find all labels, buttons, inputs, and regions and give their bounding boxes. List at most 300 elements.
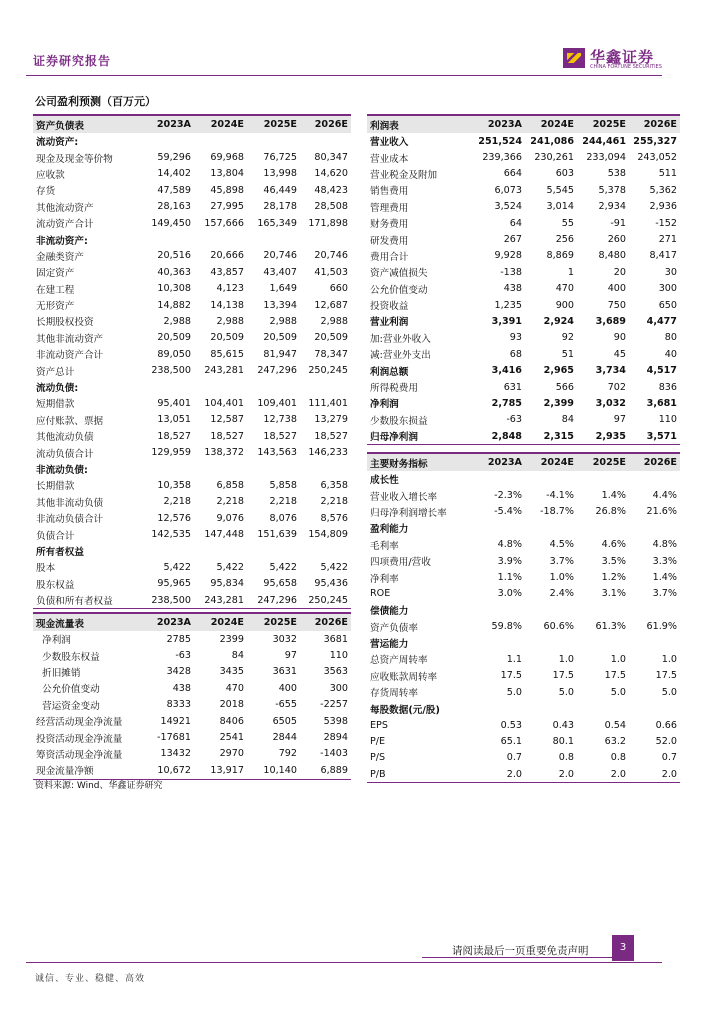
row-label: 在建工程: [36, 284, 75, 296]
value-cell: [525, 602, 577, 618]
table-row: [33, 647, 351, 663]
value-cell: 233,094: [586, 152, 626, 164]
value-cell: 147,448: [204, 529, 244, 541]
row-label: 非流动资产:: [36, 235, 88, 247]
value-cell: 5,422: [269, 561, 297, 573]
value-cell: 8,480: [598, 250, 626, 262]
year-header: 2025E: [577, 115, 629, 133]
row-label: 资产负债率: [370, 622, 418, 634]
value-cell: 61.9%: [646, 621, 677, 633]
value-cell: 104,401: [204, 397, 244, 409]
value-cell: [525, 520, 577, 536]
value-cell: 2970: [219, 748, 244, 760]
value-cell: 3.9%: [497, 555, 522, 567]
value-cell: 92: [561, 332, 574, 344]
table-header-row: [367, 453, 680, 471]
value-cell: 6,889: [300, 762, 351, 779]
value-cell: 17.5: [500, 670, 522, 682]
row-label: 流动资产合计: [36, 219, 94, 231]
year-header: 2026E: [629, 453, 680, 471]
value-cell: [629, 471, 680, 487]
row-label: 所得税费用: [370, 383, 418, 395]
row-label: 所有者权益: [36, 546, 84, 558]
value-cell: 3032: [272, 633, 297, 645]
value-cell: 2,936: [649, 201, 677, 213]
value-cell: [577, 602, 629, 618]
value-cell: -5.4%: [494, 506, 522, 518]
table-row: [367, 215, 680, 231]
value-cell: 244,461: [582, 135, 626, 147]
row-label: 少数股东权益: [36, 651, 100, 663]
row-label: 非流动资产合计: [36, 350, 104, 362]
table-row: [33, 680, 351, 696]
value-cell: 68: [509, 348, 522, 360]
table-title: 利润表: [367, 115, 473, 133]
value-cell: [629, 635, 680, 651]
value-cell: 28,163: [157, 201, 191, 213]
table-row: [33, 510, 351, 526]
value-cell: 438: [503, 283, 522, 295]
row-label: 存货周转率: [370, 688, 418, 700]
table-row: [33, 494, 351, 510]
value-cell: 2785: [166, 633, 191, 645]
row-label: 资产总计: [36, 366, 75, 378]
year-header: 2024E: [525, 115, 577, 133]
value-cell: 3,681: [646, 397, 677, 409]
value-cell: 4.4%: [652, 490, 677, 502]
value-cell: 0.53: [500, 719, 522, 731]
value-cell: [300, 231, 351, 247]
table-row: [367, 619, 680, 635]
year-header: 2026E: [629, 115, 680, 133]
value-cell: 5.0: [661, 686, 677, 698]
value-cell: 10,308: [157, 283, 191, 295]
value-cell: -655: [275, 699, 297, 711]
value-cell: [525, 700, 577, 716]
value-cell: [473, 471, 525, 487]
table-row: [367, 635, 680, 651]
year-header: 2023A: [473, 115, 525, 133]
value-cell: [141, 461, 194, 477]
table-row: [33, 664, 351, 680]
table-row: [33, 248, 351, 264]
table-row: [367, 412, 680, 428]
value-cell: 13,804: [210, 168, 244, 180]
value-cell: 5.0: [558, 686, 574, 698]
value-cell: 3.5%: [601, 555, 626, 567]
table-row: [33, 762, 351, 779]
value-cell: 4.5%: [549, 539, 574, 551]
value-cell: [300, 543, 351, 559]
value-cell: [141, 231, 194, 247]
value-cell: 20,509: [157, 332, 191, 344]
value-cell: 13,394: [263, 299, 297, 311]
value-cell: 21.6%: [646, 506, 677, 518]
value-cell: 149,450: [151, 217, 191, 229]
value-cell: 97: [613, 414, 626, 426]
row-label: 投资收益: [370, 301, 409, 313]
row-label: 利润总额: [370, 366, 409, 378]
value-cell: 157,666: [204, 217, 244, 229]
value-cell: 900: [555, 299, 574, 311]
table-row: [367, 149, 680, 165]
year-header: 2026E: [300, 613, 351, 631]
value-cell: 2.0: [525, 766, 577, 783]
table-row: [367, 553, 680, 569]
table-row: [33, 412, 351, 428]
row-label: 其他流动资产: [36, 202, 94, 214]
value-cell: 48,423: [314, 184, 348, 196]
value-cell: 46,449: [263, 184, 297, 196]
value-cell: 138,372: [204, 447, 244, 459]
row-label: 现金流量净额: [33, 762, 141, 779]
table-row: [367, 182, 680, 198]
value-cell: 2,218: [216, 496, 244, 508]
table-row: [367, 750, 680, 766]
year-header: 2025E: [247, 613, 300, 631]
value-cell: 3,734: [595, 365, 626, 377]
value-cell: 93: [509, 332, 522, 344]
value-cell: 8406: [219, 715, 244, 727]
section-title: 公司盈利预测（百万元）: [35, 95, 156, 108]
row-label: 应收款: [36, 169, 65, 181]
value-cell: 300: [658, 283, 677, 295]
logo-mark-icon: [563, 48, 585, 68]
value-cell: 142,535: [151, 529, 191, 541]
value-cell: 5,422: [320, 561, 348, 573]
value-cell: 238,500: [141, 592, 194, 609]
row-label: 管理费用: [370, 202, 409, 214]
row-label: 销售费用: [370, 186, 409, 198]
row-label: 流动资产:: [36, 137, 79, 149]
value-cell: [194, 133, 247, 149]
table-row: [367, 602, 680, 618]
table-row: [367, 395, 680, 411]
value-cell: 12,576: [157, 512, 191, 524]
value-cell: 400: [607, 283, 626, 295]
footer-divider: [26, 962, 662, 963]
value-cell: 13,051: [157, 414, 191, 426]
value-cell: 1.0%: [549, 572, 574, 584]
value-cell: 243,052: [637, 152, 677, 164]
value-cell: -63: [175, 650, 191, 662]
value-cell: 76,725: [263, 152, 297, 164]
value-cell: 18,527: [263, 430, 297, 442]
value-cell: 256: [555, 234, 574, 246]
table-row: [367, 668, 680, 684]
value-cell: 63.2: [604, 735, 626, 747]
value-cell: 14,882: [157, 299, 191, 311]
row-label: 营业成本: [370, 153, 409, 165]
value-cell: 1,649: [269, 283, 297, 295]
value-cell: 13,917: [194, 762, 247, 779]
table-row: [33, 149, 351, 165]
row-label: 毛利率: [370, 540, 399, 552]
value-cell: 55: [561, 217, 574, 229]
value-cell: 110: [658, 414, 677, 426]
value-cell: [247, 133, 300, 149]
company-logo: [563, 46, 661, 72]
row-label: 其他非流动资产: [36, 333, 104, 345]
value-cell: 243,281: [204, 365, 244, 377]
value-cell: 1.0: [661, 653, 677, 665]
table-row: [367, 520, 680, 536]
value-cell: 59.8%: [491, 621, 522, 633]
row-label: 长期股权投资: [36, 317, 94, 329]
header-divider: [26, 75, 662, 76]
row-label: 归母净利润: [367, 428, 473, 445]
table-title: 主要财务指标: [367, 453, 473, 471]
value-cell: 2,935: [577, 428, 629, 445]
value-cell: 8,417: [649, 250, 677, 262]
table-row: [367, 733, 680, 749]
value-cell: 2.4%: [549, 588, 574, 600]
balance-sheet-table: [33, 114, 351, 609]
value-cell: 45: [613, 348, 626, 360]
row-label: 资产减值损失: [370, 268, 428, 280]
row-label: P/S: [370, 752, 386, 764]
value-cell: 60.6%: [543, 621, 574, 633]
row-label: 股本: [36, 563, 56, 575]
value-cell: [247, 461, 300, 477]
logo-text-en: CHINA FORTUNE SECURITIES: [590, 64, 662, 70]
value-cell: 2,399: [543, 397, 574, 409]
table-row: [367, 297, 680, 313]
row-label: 短期借款: [36, 399, 75, 411]
value-cell: 151,639: [257, 529, 297, 541]
year-header: 2024E: [194, 613, 247, 631]
table-row: [33, 313, 351, 329]
row-label: 经营活动现金净流量: [36, 717, 123, 729]
value-cell: 28,508: [314, 201, 348, 213]
row-label: 公允价值变动: [370, 284, 428, 296]
value-cell: 97: [284, 650, 297, 662]
table-row: [33, 592, 351, 609]
value-cell: 2,988: [269, 315, 297, 327]
row-label: 净利润: [370, 399, 399, 411]
table-row: [33, 543, 351, 559]
value-cell: 4.8%: [497, 539, 522, 551]
value-cell: 3.7%: [652, 588, 677, 600]
value-cell: [577, 471, 629, 487]
value-cell: 836: [658, 381, 677, 393]
value-cell: 10,140: [247, 762, 300, 779]
row-label: 应收账款周转率: [370, 671, 438, 683]
value-cell: 2844: [272, 732, 297, 744]
row-label: P/E: [370, 735, 386, 747]
value-cell: 4.6%: [601, 539, 626, 551]
value-cell: 250,245: [300, 592, 351, 609]
value-cell: 26.8%: [595, 506, 626, 518]
value-cell: [577, 700, 629, 716]
value-cell: 1.1%: [497, 572, 522, 584]
table-row: [33, 428, 351, 444]
table-row: [33, 576, 351, 592]
row-label: 每股数据(元/股): [370, 704, 440, 716]
table-row: [367, 346, 680, 362]
value-cell: [300, 133, 351, 149]
value-cell: 566: [555, 381, 574, 393]
value-cell: 5398: [323, 715, 348, 727]
table-row: [367, 586, 680, 602]
row-label: 研发费用: [370, 235, 409, 247]
value-cell: [300, 379, 351, 395]
value-cell: 3,032: [595, 397, 626, 409]
value-cell: [194, 543, 247, 559]
table-row: [33, 559, 351, 575]
value-cell: 2,785: [491, 397, 522, 409]
value-cell: 18,527: [157, 430, 191, 442]
table-row: [367, 471, 680, 487]
row-label: 折旧摊销: [36, 667, 81, 679]
disclaimer-link[interactable]: 请阅读最后一页重要免责声明: [452, 945, 589, 957]
value-cell: 3,391: [491, 315, 522, 327]
value-cell: 1.0: [610, 653, 626, 665]
table-row: [367, 766, 680, 783]
value-cell: 792: [278, 748, 297, 760]
value-cell: 12,687: [314, 299, 348, 311]
value-cell: 17.5: [655, 670, 677, 682]
cash-flow-table: [33, 612, 351, 780]
table-row: [33, 729, 351, 745]
value-cell: 0.7: [661, 752, 677, 764]
value-cell: [141, 133, 194, 149]
row-label: 少数股东损益: [370, 415, 428, 427]
value-cell: 267: [503, 234, 522, 246]
table-row: [367, 684, 680, 700]
year-header: 2023A: [141, 613, 194, 631]
value-cell: 10,672: [141, 762, 194, 779]
row-label: 总资产周转率: [370, 655, 428, 667]
value-cell: 0.66: [655, 719, 677, 731]
value-cell: 702: [607, 381, 626, 393]
value-cell: 10,358: [157, 479, 191, 491]
value-cell: 1.2%: [601, 572, 626, 584]
value-cell: 95,658: [263, 578, 297, 590]
value-cell: 20,746: [314, 250, 348, 262]
value-cell: 8,576: [320, 512, 348, 524]
table-row: [367, 700, 680, 716]
value-cell: 111,401: [308, 397, 348, 409]
value-cell: 1: [567, 266, 574, 278]
value-cell: 5,858: [269, 479, 297, 491]
row-label: 减:营业外支出: [370, 350, 431, 362]
value-cell: 52.0: [655, 735, 677, 747]
value-cell: 85,615: [210, 348, 244, 360]
value-cell: 154,809: [308, 529, 348, 541]
value-cell: 243,281: [194, 592, 247, 609]
row-label: 财务费用: [370, 219, 409, 231]
table-title: 现金流量表: [33, 613, 141, 631]
value-cell: 8,076: [269, 512, 297, 524]
row-label: 流动负债:: [36, 383, 79, 395]
value-cell: 20: [613, 266, 626, 278]
value-cell: 59,296: [157, 152, 191, 164]
value-cell: 1.4%: [601, 490, 626, 502]
value-cell: 165,349: [257, 217, 297, 229]
table-row: [33, 379, 351, 395]
value-cell: 538: [607, 168, 626, 180]
row-label: 净利润: [36, 635, 71, 647]
value-cell: 9,928: [494, 250, 522, 262]
value-cell: 95,965: [157, 578, 191, 590]
table-row: [33, 281, 351, 297]
value-cell: 95,436: [314, 578, 348, 590]
row-label: 负债合计: [36, 530, 75, 542]
value-cell: 109,401: [257, 397, 297, 409]
table-row: [33, 166, 351, 182]
row-label: P/B: [367, 766, 473, 783]
table-row: [33, 631, 351, 647]
value-cell: 14,402: [157, 168, 191, 180]
year-header: 2024E: [194, 115, 247, 133]
value-cell: 2,848: [473, 428, 525, 445]
value-cell: -17681: [157, 732, 191, 744]
value-cell: 1.4%: [652, 572, 677, 584]
value-cell: 250,245: [308, 365, 348, 377]
row-label: 流动负债合计: [36, 448, 94, 460]
row-label: 股东权益: [36, 579, 75, 591]
value-cell: 438: [172, 682, 191, 694]
value-cell: 3435: [219, 666, 244, 678]
value-cell: 2018: [219, 699, 244, 711]
value-cell: 5.0: [506, 686, 522, 698]
value-cell: 18,527: [210, 430, 244, 442]
value-cell: 20,516: [157, 250, 191, 262]
value-cell: 43,857: [210, 266, 244, 278]
row-label: 非流动负债:: [36, 465, 88, 476]
row-label: 盈利能力: [370, 524, 409, 536]
value-cell: 129,959: [151, 447, 191, 459]
value-cell: 20,509: [314, 332, 348, 344]
table-row: [367, 166, 680, 182]
value-cell: 470: [225, 682, 244, 694]
table-row: [367, 362, 680, 378]
value-cell: 20,509: [210, 332, 244, 344]
year-header: 2023A: [141, 115, 194, 133]
table-row: [367, 428, 680, 445]
table-row: [367, 487, 680, 503]
value-cell: 8,869: [546, 250, 574, 262]
value-cell: 271: [658, 234, 677, 246]
table-row: [33, 330, 351, 346]
table-row: [33, 133, 351, 149]
value-cell: 47,589: [157, 184, 191, 196]
value-cell: 2.0: [577, 766, 629, 783]
table-title: 资产负债表: [33, 115, 141, 133]
row-label: 筹资活动现金净流量: [36, 749, 123, 761]
value-cell: 171,898: [308, 217, 348, 229]
row-label: 其他非流动负债: [36, 497, 104, 509]
table-header-row: [33, 115, 351, 133]
value-cell: 0.7: [506, 752, 522, 764]
row-label: 现金及现金等价物: [36, 153, 113, 165]
row-label: 负债和所有者权益: [33, 592, 141, 609]
value-cell: -152: [655, 217, 677, 229]
table-row: [33, 713, 351, 729]
row-label: 投资活动现金净流量: [36, 733, 123, 745]
value-cell: 300: [329, 682, 348, 694]
value-cell: 146,233: [308, 447, 348, 459]
table-row: [367, 133, 680, 149]
disclaimer-underline: [422, 957, 634, 958]
table-row: [33, 297, 351, 313]
value-cell: 95,401: [157, 397, 191, 409]
value-cell: 8333: [166, 699, 191, 711]
value-cell: 13,279: [314, 414, 348, 426]
table-row: [33, 215, 351, 231]
value-cell: [577, 520, 629, 536]
